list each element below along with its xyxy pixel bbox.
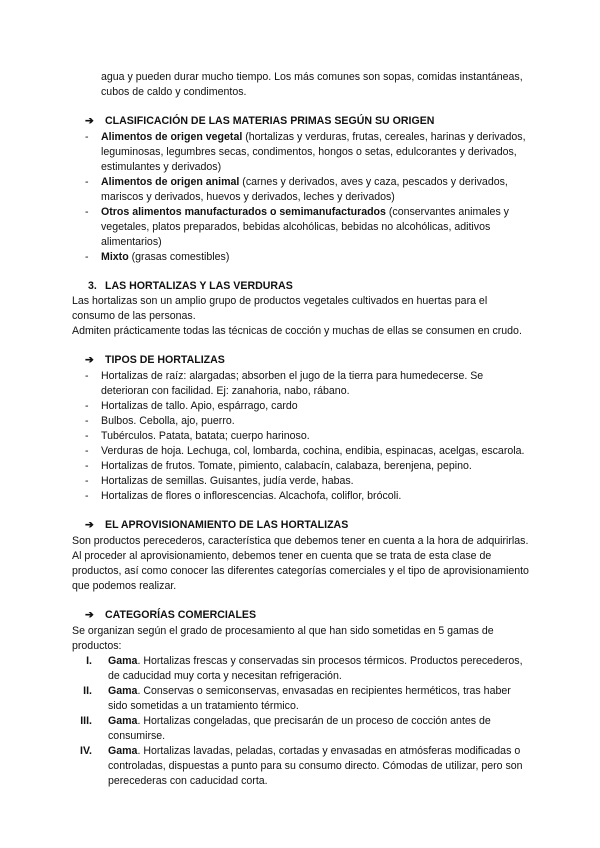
list-item: - Verduras de hoja. Lechuga, col, lombarda, cochina, endibia, espinacas, acelgas, escarola. [85, 445, 525, 457]
list-item: - Mixto (grasas comestibles) [85, 251, 230, 263]
aprovisionamiento-heading-text: EL APROVISIONAMIENTO DE LAS HORTALIZAS [105, 519, 349, 531]
arrow-right-icon: ➔ [85, 115, 94, 127]
arrow-right-icon: ➔ [85, 609, 94, 621]
section-number: 3. [88, 280, 97, 292]
categorias-heading-text: CATEGORÍAS COMERCIALES [105, 609, 257, 621]
aprovisionamiento-paragraph: Al proceder al aprovisionamiento, debemos tener en cuenta que se trata de esta clase de productos, así como conocer las diferentes categorías comerciales y el tipo de aprovisionamiento que podemos realizar. [72, 550, 529, 592]
tipos-heading-text: TIPOS DE HORTALIZAS [105, 354, 225, 366]
clasificacion-list [72, 130, 532, 265]
categorias-heading [72, 608, 532, 623]
categorias-intro: Se organizan según el grado de procesamiento al que han sido sometidas en 5 gamas de productos: [72, 625, 494, 652]
document-page [72, 70, 532, 789]
clasificacion-heading [72, 114, 532, 129]
clasificacion-heading-text: CLASIFICACIÓN DE LAS MATERIAS PRIMAS SEGÚN SU ORIGEN [105, 115, 435, 127]
arrow-right-icon: ➔ [85, 519, 94, 531]
section-3-paragraph: Las hortalizas son un amplio grupo de productos vegetales cultivados en huertas para el consumo de las personas. [72, 295, 488, 322]
list-item: - Otros alimentos manufacturados o semimanufacturados (conservantes animales y vegetales, platos preparados, bebidas alcohólicas, bebidas no alcohólicas, aditivos alimentarios) [85, 206, 509, 248]
list-item: - Tubérculos. Patata, batata; cuerpo harinoso. [85, 430, 310, 442]
gamas-list [72, 654, 532, 789]
list-item: - Alimentos de origen vegetal (hortalizas y verduras, frutas, cereales, harinas y derivados, leguminosas, legumbres secas, condimentos, hongos o setas, edulcorantes y derivados, estimulantes y derivados) [85, 131, 526, 173]
list-item: - Hortalizas de raíz: alargadas; absorben el jugo de la tierra para humedecerse. Se deterioran con facilidad. Ej: zanahoria, nabo, rábano. [85, 370, 484, 397]
list-item: - Hortalizas de tallo. Apio, espárrago, cardo [85, 400, 298, 412]
list-item: I. Gama. Hortalizas frescas y conservadas sin procesos térmicos. Productos perecederos, de caducidad muy corta y necesitan refrigeración. [86, 655, 523, 682]
section-3-heading [72, 279, 532, 294]
tipos-heading [72, 353, 532, 368]
list-item: III. Gama. Hortalizas congeladas, que precisarán de un proceso de cocción antes de consumirse. [80, 715, 491, 742]
intro-paragraph: agua y pueden durar mucho tiempo. Los más comunes son sopas, comidas instantáneas, cubos de caldo y condimentos. [101, 71, 523, 98]
list-item: II. Gama. Conservas o semiconservas, envasadas en recipientes herméticos, tras haber sido sometidas a un tratamiento térmico. [83, 685, 511, 712]
aprovisionamiento-heading [72, 518, 532, 533]
aprovisionamiento-paragraph: Son productos perecederos, característica que debemos tener en cuenta a la hora de adquirirlas. [72, 535, 529, 547]
list-item: - Hortalizas de frutos. Tomate, pimiento, calabacín, calabaza, berenjena, pepino. [85, 460, 472, 472]
list-item: - Hortalizas de semillas. Guisantes, judía verde, habas. [85, 475, 354, 487]
list-item: - Hortalizas de flores o inflorescencias. Alcachofa, coliflor, brócoli. [85, 490, 402, 502]
list-item: - Alimentos de origen animal (carnes y derivados, aves y caza, pescados y derivados, mariscos y derivados, huevos y derivados, leches y derivados) [85, 176, 508, 203]
section-3-paragraph: Admiten prácticamente todas las técnicas de cocción y muchas de ellas se consumen en crudo. [72, 325, 522, 337]
list-item: IV. Gama. Hortalizas lavadas, peladas, cortadas y envasadas en atmósferas modificadas o controladas, dispuestas a punto para su consumo directo. Cómodas de utilizar, pero son perecederas con caducidad corta. [80, 745, 523, 787]
tipos-list [72, 369, 532, 504]
list-item: - Bulbos. Cebolla, ajo, puerro. [85, 415, 235, 427]
section-3-heading-text: LAS HORTALIZAS Y LAS VERDURAS [105, 280, 293, 292]
arrow-right-icon: ➔ [85, 354, 94, 366]
